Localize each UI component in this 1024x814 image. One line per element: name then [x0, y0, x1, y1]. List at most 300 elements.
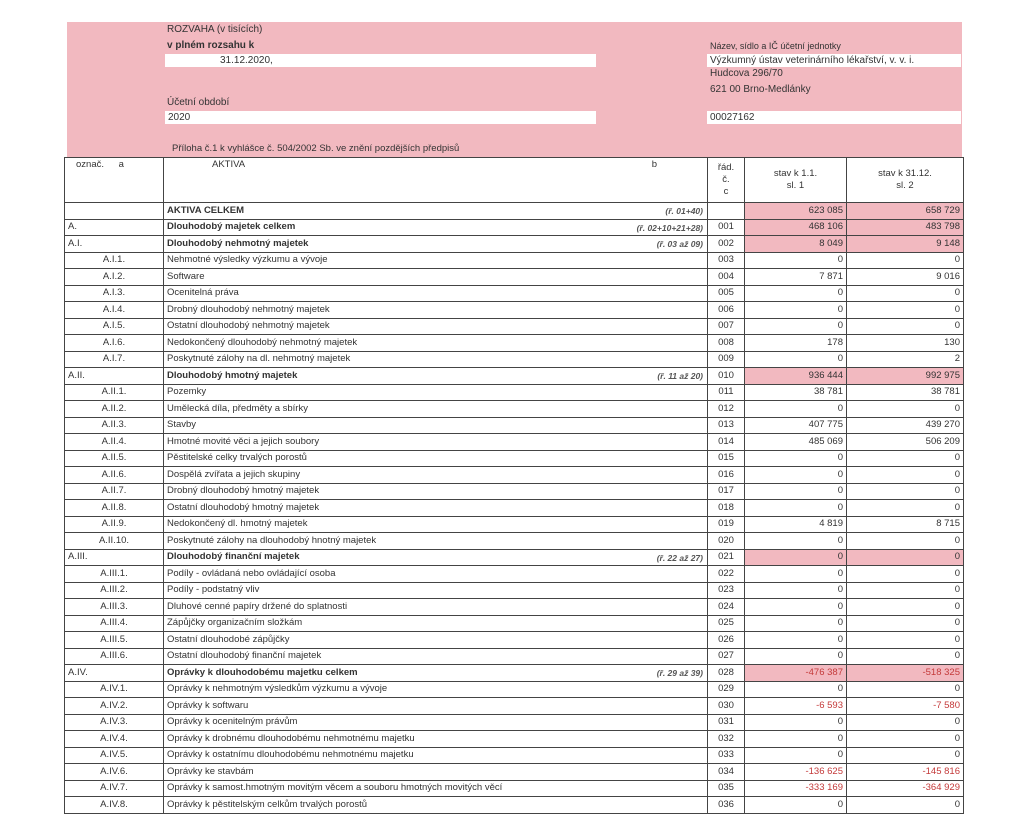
row-name: Podíly - podstatný vliv [167, 584, 260, 596]
row-name: Ostatní dlouhodobé zápůjčky [167, 633, 290, 645]
row-value-end: -364 929 [847, 780, 964, 797]
entity-street: Hudcova 296/70 [710, 68, 783, 79]
row-value-start: 38 781 [745, 384, 847, 401]
row-mark-cell [65, 747, 164, 764]
row-submark: A.II.7. [101, 485, 127, 497]
row-code: 023 [708, 582, 745, 599]
row-value-end: 0 [847, 714, 964, 731]
row-value-end: 0 [847, 731, 964, 748]
row-value-end: 130 [847, 335, 964, 352]
row-name-cell [164, 302, 708, 319]
row-name-cell [164, 681, 708, 698]
row-value-end: 0 [847, 648, 964, 665]
row-name: Nehmotné výsledky výzkumu a vývoje [167, 254, 328, 266]
row-name: Oprávky ke stavbám [167, 765, 254, 777]
table-row [65, 219, 964, 236]
row-name: Umělecká díla, předměty a sbírky [167, 402, 308, 414]
row-name-cell [164, 335, 708, 352]
table-row [65, 648, 964, 665]
table-row [65, 747, 964, 764]
row-name-cell [164, 467, 708, 484]
table-row [65, 500, 964, 517]
row-code: 025 [708, 615, 745, 632]
table-row [65, 417, 964, 434]
row-mark-cell [65, 384, 164, 401]
row-name: Software [167, 270, 205, 282]
row-name-cell [164, 417, 708, 434]
scope-label: v plném rozsahu k [167, 40, 255, 51]
row-value-start: 0 [745, 467, 847, 484]
header-mark-a: a [118, 159, 124, 170]
row-submark: A.IV.1. [100, 683, 128, 695]
row-code: 009 [708, 351, 745, 368]
row-submark: A.I.1. [102, 254, 126, 266]
annex-note: Příloha č.1 k vyhlášce č. 504/2002 Sb. ve znění pozdějších předpisů [172, 143, 460, 154]
row-value-start: 0 [745, 533, 847, 550]
row-name: Dlouhodobý hmotný majetek [167, 369, 298, 381]
header-start-cell [745, 158, 847, 203]
row-mark-cell [65, 219, 164, 236]
row-value-start: 0 [745, 450, 847, 467]
table-row [65, 731, 964, 748]
row-mark-cell [65, 599, 164, 616]
row-code: 013 [708, 417, 745, 434]
row-code: 015 [708, 450, 745, 467]
row-mark-cell [65, 500, 164, 517]
row-mark-cell [65, 516, 164, 533]
entity-name: Výzkumný ústav veterinárního lékařství, v. v. i. [707, 54, 961, 67]
row-name: Oprávky k drobnému dlouhodobému nehmotnému majetku [167, 732, 415, 744]
row-name-cell [164, 203, 708, 220]
table-row [65, 566, 964, 583]
row-name-cell [164, 483, 708, 500]
row-mark-cell [65, 714, 164, 731]
row-value-end: 658 729 [847, 203, 964, 220]
table-row [65, 335, 964, 352]
row-value-end: 0 [847, 549, 964, 566]
row-code: 008 [708, 335, 745, 352]
row-mark-cell [65, 203, 164, 220]
header-row-no-1: řád. [717, 162, 735, 173]
row-name: Dlouhodobý finanční majetek [167, 551, 300, 563]
row-name: Stavby [167, 419, 197, 431]
row-value-start: 0 [745, 252, 847, 269]
table-row [65, 714, 964, 731]
row-name: Oprávky k nehmotným výsledkům výzkumu a vývoje [167, 683, 388, 695]
table-row [65, 467, 964, 484]
row-name-cell [164, 434, 708, 451]
table-row [65, 533, 964, 550]
row-mark-cell [65, 648, 164, 665]
entity-label: Název, sídlo a IČ účetní jednotky [710, 41, 841, 51]
row-name-cell [164, 351, 708, 368]
row-value-start: 0 [745, 401, 847, 418]
row-name: AKTIVA CELKEM [167, 204, 245, 216]
row-name-cell [164, 599, 708, 616]
row-name-cell [164, 797, 708, 814]
row-mark-cell [65, 582, 164, 599]
date-field: 31.12.2020, [165, 54, 596, 67]
row-submark: A.I.7. [102, 353, 126, 365]
row-mark-cell [65, 351, 164, 368]
row-name-cell [164, 615, 708, 632]
table-row [65, 764, 964, 781]
row-mark-cell [65, 615, 164, 632]
row-name-cell [164, 450, 708, 467]
row-mark-cell [65, 764, 164, 781]
row-name-cell [164, 252, 708, 269]
row-name-cell [164, 318, 708, 335]
row-name: Dlouhodobý nehmotný majetek [167, 237, 309, 249]
row-value-start: -136 625 [745, 764, 847, 781]
row-name: Nedokončený dlouhodobý nehmotný majetek [167, 336, 358, 348]
row-name: Oprávky k ostatnímu dlouhodobému nehmotnému majetku [167, 749, 414, 761]
row-value-end: 439 270 [847, 417, 964, 434]
row-formula: (ř. 02+10+21+28) [636, 222, 703, 233]
table-row [65, 516, 964, 533]
row-name: Dlouhodobý majetek celkem [167, 221, 296, 233]
row-value-start: 7 871 [745, 269, 847, 286]
row-submark: A.III.3. [100, 600, 128, 612]
row-mark-cell [65, 681, 164, 698]
row-name-cell [164, 632, 708, 649]
row-value-end: 506 209 [847, 434, 964, 451]
row-value-start: 0 [745, 731, 847, 748]
table-row [65, 599, 964, 616]
row-value-end: 9 148 [847, 236, 964, 253]
row-name: Oprávky k ocenitelným právům [167, 716, 298, 728]
table-row [65, 665, 964, 682]
row-name-cell [164, 648, 708, 665]
row-name-cell [164, 285, 708, 302]
row-value-start: 0 [745, 615, 847, 632]
header-assets: AKTIVA [212, 159, 246, 170]
row-mark: A.IV. [68, 666, 88, 678]
row-code: 006 [708, 302, 745, 319]
table-row [65, 549, 964, 566]
row-code: 003 [708, 252, 745, 269]
row-code: 036 [708, 797, 745, 814]
row-name-cell [164, 500, 708, 517]
row-value-start: 0 [745, 302, 847, 319]
row-name: Poskytnuté zálohy na dl. nehmotný majetek [167, 353, 351, 365]
row-value-end: 0 [847, 632, 964, 649]
row-name-cell [164, 698, 708, 715]
row-code: 002 [708, 236, 745, 253]
row-code: 034 [708, 764, 745, 781]
row-value-start: 178 [745, 335, 847, 352]
row-submark: A.III.6. [100, 650, 128, 662]
table-row [65, 269, 964, 286]
row-mark-cell [65, 269, 164, 286]
row-mark-cell [65, 483, 164, 500]
table-row [65, 615, 964, 632]
row-value-start: 0 [745, 549, 847, 566]
row-mark-cell [65, 252, 164, 269]
row-submark: A.IV.3. [100, 716, 128, 728]
row-mark-cell [65, 335, 164, 352]
row-value-start: 0 [745, 318, 847, 335]
row-code: 014 [708, 434, 745, 451]
header-assets-cell [164, 158, 708, 203]
row-submark: A.III.2. [100, 584, 128, 596]
row-value-end: 0 [847, 318, 964, 335]
header-row-no-cell [708, 158, 745, 203]
row-name-cell [164, 368, 708, 385]
row-value-end: 0 [847, 450, 964, 467]
row-submark: A.IV.6. [100, 765, 128, 777]
row-formula: (ř. 03 až 09) [656, 239, 703, 249]
row-name: Drobný dlouhodobý nehmotný majetek [167, 303, 330, 315]
row-code: 027 [708, 648, 745, 665]
row-value-start: 0 [745, 714, 847, 731]
row-mark-cell [65, 632, 164, 649]
row-name-cell [164, 219, 708, 236]
row-value-end: -7 580 [847, 698, 964, 715]
row-value-end: 992 975 [847, 368, 964, 385]
table-row [65, 318, 964, 335]
row-name: Ocenitelná práva [167, 287, 239, 299]
row-submark: A.IV.5. [100, 749, 128, 761]
row-submark: A.II.6. [101, 468, 127, 480]
table-row [65, 401, 964, 418]
row-value-start: 623 085 [745, 203, 847, 220]
row-value-end: 0 [847, 285, 964, 302]
row-name-cell [164, 236, 708, 253]
row-mark-cell [65, 549, 164, 566]
row-value-end: 9 016 [847, 269, 964, 286]
row-mark-cell [65, 417, 164, 434]
balance-sheet-table [64, 157, 964, 814]
row-code: 026 [708, 632, 745, 649]
row-submark: A.I.4. [102, 303, 126, 315]
row-submark: A.II.10. [98, 534, 130, 546]
row-value-end: 2 [847, 351, 964, 368]
row-name-cell [164, 549, 708, 566]
row-mark-cell [65, 797, 164, 814]
row-value-end: 0 [847, 582, 964, 599]
header-end-2: sl. 2 [896, 180, 914, 191]
row-name: Nedokončený dl. hmotný majetek [167, 518, 308, 530]
row-submark: A.IV.2. [100, 699, 128, 711]
row-value-end: 38 781 [847, 384, 964, 401]
row-value-start: 0 [745, 747, 847, 764]
row-name-cell [164, 780, 708, 797]
row-name: Dospělá zvířata a jejich skupiny [167, 468, 301, 480]
row-code: 030 [708, 698, 745, 715]
row-value-start: 8 049 [745, 236, 847, 253]
row-mark-cell [65, 318, 164, 335]
row-mark-cell [65, 302, 164, 319]
header-mark-cell [65, 158, 164, 203]
row-value-start: 0 [745, 632, 847, 649]
entity-ic: 00027162 [707, 111, 961, 124]
row-value-start: 0 [745, 566, 847, 583]
row-mark-cell [65, 434, 164, 451]
row-submark: A.II.5. [101, 452, 127, 464]
header-col-b: b [651, 159, 657, 170]
table-header-row [65, 158, 964, 203]
row-name: Pozemky [167, 386, 207, 398]
row-code: 010 [708, 368, 745, 385]
row-submark: A.III.1. [100, 567, 128, 579]
row-mark: A. [68, 221, 77, 233]
row-value-end: -145 816 [847, 764, 964, 781]
row-mark-cell [65, 368, 164, 385]
row-value-end: 0 [847, 747, 964, 764]
table-row [65, 698, 964, 715]
entity-city: 621 00 Brno-Medlánky [710, 84, 811, 95]
table-row [65, 351, 964, 368]
row-name-cell [164, 384, 708, 401]
row-code: 018 [708, 500, 745, 517]
row-mark-cell [65, 780, 164, 797]
row-value-end: 0 [847, 401, 964, 418]
header-end-cell [847, 158, 964, 203]
row-mark-cell [65, 698, 164, 715]
row-name: Oprávky k pěstitelským celkům trvalých porostů [167, 798, 368, 810]
row-value-end: 483 798 [847, 219, 964, 236]
header-start-1: stav k 1.1. [773, 168, 818, 179]
row-submark: A.II.3. [101, 419, 127, 431]
header-start-2: sl. 1 [786, 180, 805, 191]
row-submark: A.II.8. [101, 501, 127, 513]
row-code: 019 [708, 516, 745, 533]
row-value-end: 0 [847, 566, 964, 583]
row-code: 016 [708, 467, 745, 484]
row-mark-cell [65, 285, 164, 302]
row-name: Ostatní dlouhodobý finanční majetek [167, 650, 322, 662]
row-value-start: 936 444 [745, 368, 847, 385]
row-submark: A.III.4. [100, 617, 128, 629]
row-value-start: 468 106 [745, 219, 847, 236]
row-code: 017 [708, 483, 745, 500]
row-name: Hmotné movité věci a jejich soubory [167, 435, 320, 447]
row-value-start: 0 [745, 483, 847, 500]
table-row [65, 797, 964, 814]
row-value-start: 4 819 [745, 516, 847, 533]
row-value-end: 0 [847, 797, 964, 814]
row-value-end: 0 [847, 533, 964, 550]
row-name-cell [164, 401, 708, 418]
row-value-end: 0 [847, 681, 964, 698]
row-mark-cell [65, 450, 164, 467]
row-mark: A.I. [68, 237, 83, 249]
row-mark-cell [65, 467, 164, 484]
row-code: 004 [708, 269, 745, 286]
row-name: Podíly - ovládaná nebo ovládající osoba [167, 567, 336, 579]
table-row [65, 368, 964, 385]
table-row [65, 384, 964, 401]
row-mark-cell [65, 236, 164, 253]
row-name: Drobný dlouhodobý hmotný majetek [167, 485, 320, 497]
row-name-cell [164, 731, 708, 748]
row-formula: (ř. 22 až 27) [656, 552, 703, 563]
report-title: ROZVAHA (v tisících) [167, 24, 263, 35]
row-name-cell [164, 533, 708, 550]
row-code: 029 [708, 681, 745, 698]
row-submark: A.I.5. [102, 320, 126, 332]
row-name-cell [164, 566, 708, 583]
row-code: 021 [708, 549, 745, 566]
table-row [65, 780, 964, 797]
table-row [65, 450, 964, 467]
row-submark: A.IV.4. [100, 732, 128, 744]
row-code: 007 [708, 318, 745, 335]
header-end-1: stav k 31.12. [878, 168, 932, 179]
row-code: 011 [708, 384, 745, 401]
row-value-start: 0 [745, 681, 847, 698]
row-name-cell [164, 269, 708, 286]
row-value-end: 0 [847, 615, 964, 632]
row-value-start: 485 069 [745, 434, 847, 451]
row-code: 022 [708, 566, 745, 583]
table-row [65, 285, 964, 302]
period-label: Účetní období [167, 97, 230, 108]
row-name-cell [164, 582, 708, 599]
row-value-end: 0 [847, 599, 964, 616]
row-value-end: -518 325 [847, 665, 964, 682]
row-value-end: 0 [847, 302, 964, 319]
row-value-end: 8 715 [847, 516, 964, 533]
row-name-cell [164, 714, 708, 731]
row-code: 032 [708, 731, 745, 748]
header-mark: označ. [76, 159, 104, 170]
table-row [65, 203, 964, 220]
row-submark: A.II.9. [101, 518, 127, 530]
row-value-start: -333 169 [745, 780, 847, 797]
row-name: Zápůjčky organizačním složkám [167, 617, 303, 629]
row-value-start: 0 [745, 285, 847, 302]
row-code: 033 [708, 747, 745, 764]
row-name: Oprávky k dlouhodobému majetku celkem [167, 666, 358, 678]
row-name: Ostatní dlouhodobý hmotný majetek [167, 501, 320, 513]
row-code: 028 [708, 665, 745, 682]
row-value-start: 0 [745, 500, 847, 517]
row-submark: A.I.2. [102, 270, 126, 282]
row-value-end: 0 [847, 500, 964, 517]
row-value-start: 0 [745, 797, 847, 814]
row-value-start: -6 593 [745, 698, 847, 715]
row-value-start: 0 [745, 582, 847, 599]
row-value-end: 0 [847, 483, 964, 500]
row-name-cell [164, 516, 708, 533]
row-submark: A.I.3. [102, 287, 126, 299]
row-value-start: 0 [745, 599, 847, 616]
row-code [708, 203, 745, 220]
row-code: 012 [708, 401, 745, 418]
row-mark-cell [65, 665, 164, 682]
row-mark-cell [65, 566, 164, 583]
row-value-start: 0 [745, 351, 847, 368]
row-code: 020 [708, 533, 745, 550]
table-row [65, 483, 964, 500]
row-formula: (ř. 29 až 39) [656, 668, 703, 678]
row-submark: A.III.5. [100, 633, 128, 645]
row-name-cell [164, 764, 708, 781]
row-name: Oprávky k softwaru [167, 699, 249, 711]
period-field: 2020 [165, 111, 596, 124]
row-name: Poskytnuté zálohy na dlouhodobý hnotný majetek [167, 534, 377, 546]
row-mark: A.II. [68, 369, 85, 381]
row-name: Dluhové cenné papíry držené do splatnosti [167, 600, 348, 612]
row-code: 001 [708, 219, 745, 236]
table-row [65, 681, 964, 698]
row-code: 005 [708, 285, 745, 302]
row-mark-cell [65, 731, 164, 748]
row-mark-cell [65, 401, 164, 418]
table-row [65, 632, 964, 649]
